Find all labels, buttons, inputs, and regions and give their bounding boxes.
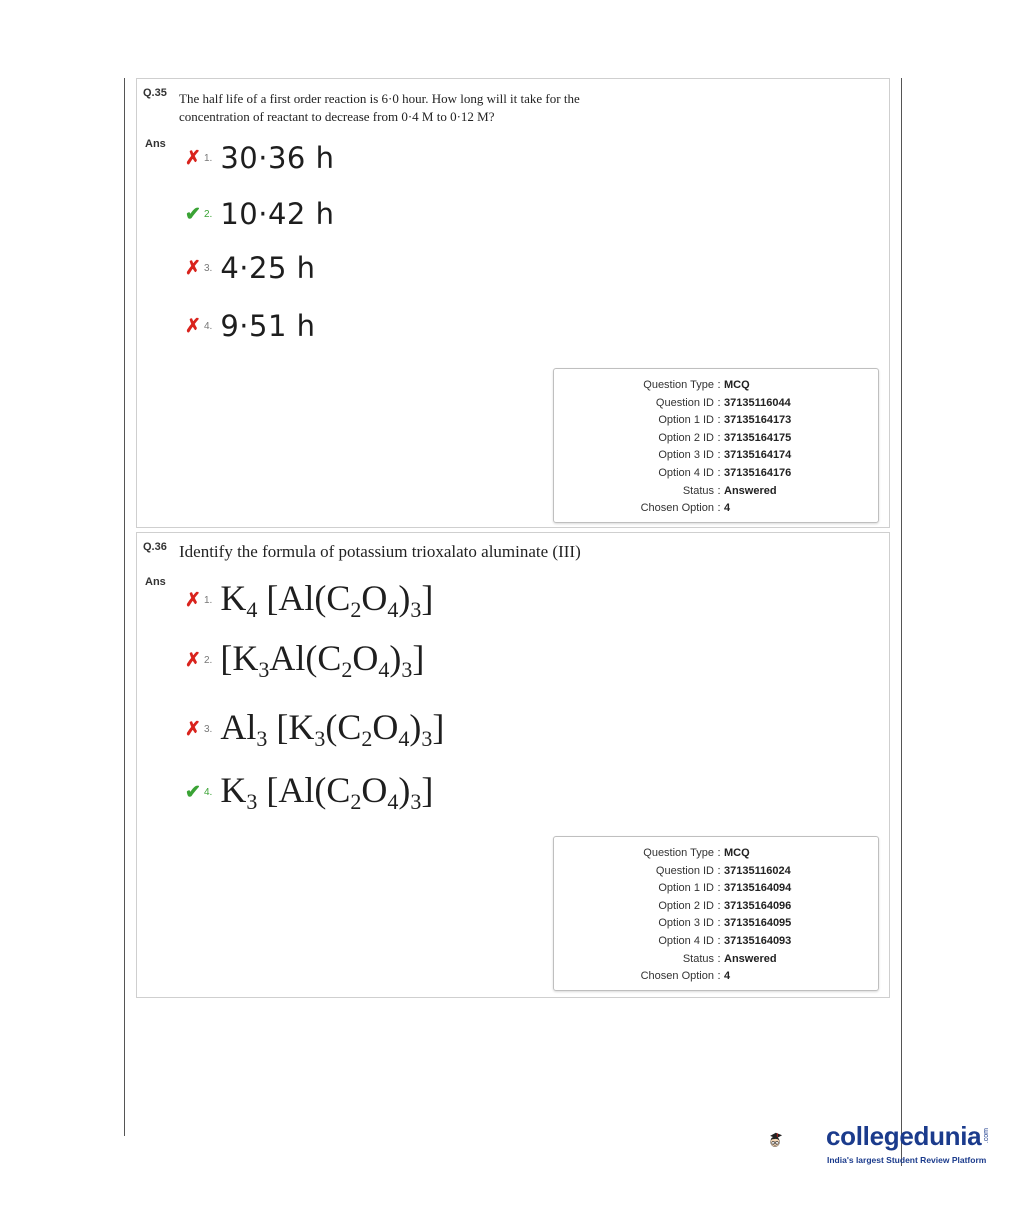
info-row: Option 2 ID : 37135164096 xyxy=(658,899,792,912)
option-2 xyxy=(185,637,424,683)
question-text-line1: Identify the formula of potassium trioxalato aluminate (III) xyxy=(179,542,581,561)
info-row: Option 3 ID : 37135164174 xyxy=(658,449,792,462)
brand-dotcom: .com xyxy=(983,1128,990,1144)
info-row: Question Type : MCQ xyxy=(643,379,750,391)
option-number: 3. xyxy=(204,723,213,735)
cross-icon: ✗ xyxy=(185,315,201,337)
brand-tagline: India's largest Student Review Platform xyxy=(827,1155,987,1165)
cross-icon: ✗ xyxy=(185,718,201,740)
question-text-line1: The half life of a first order reaction is 6·0 hour. How long will it take for the xyxy=(179,91,580,106)
info-row: Option 4 ID : 37135164176 xyxy=(658,466,792,479)
option-formula: $K_4$ $[Al(C_2O_4)_3]$ xyxy=(220,578,434,622)
option-number: 4. xyxy=(204,786,213,798)
ans-label: Ans xyxy=(145,138,166,150)
info-row: Option 1 ID : 37135164094 xyxy=(658,882,792,895)
info-row: Option 4 ID : 37135164093 xyxy=(658,934,792,947)
question-info-panel xyxy=(553,368,879,523)
option-number: 1. xyxy=(204,152,213,164)
option-number: 1. xyxy=(204,594,213,606)
option-number: 4. xyxy=(204,320,213,332)
option-text: 4·25 h xyxy=(220,251,316,285)
option-number: 3. xyxy=(204,262,213,274)
option-number: 2. xyxy=(204,208,213,220)
info-row: Question Type : MCQ xyxy=(643,847,750,859)
check-icon: ✔ xyxy=(185,203,201,225)
option-formula: $K_3$ $[Al(C_2O_4)_3]$ xyxy=(220,770,434,814)
brand-name: collegedunia xyxy=(826,1121,982,1151)
option-text: 9·51 h xyxy=(220,309,316,343)
question-number: Q.36 xyxy=(143,541,167,553)
option-1 xyxy=(185,577,433,623)
option-number: 2. xyxy=(204,654,213,666)
page-border-left xyxy=(124,78,125,1136)
question-info-panel xyxy=(553,836,879,991)
cross-icon: ✗ xyxy=(185,257,201,279)
info-row: Chosen Option : 4 xyxy=(640,502,731,515)
question-36-card xyxy=(136,532,890,998)
option-1 xyxy=(185,141,334,175)
question-text-line2: concentration of reactant to decrease from 0·4 M to 0·12 M? xyxy=(179,109,495,124)
info-row: Chosen Option : 4 xyxy=(640,970,731,983)
option-4 xyxy=(185,309,316,343)
option-4 xyxy=(185,769,433,815)
cross-icon: ✗ xyxy=(185,589,201,611)
info-row: Status : Answered xyxy=(682,952,777,965)
question-35-card xyxy=(136,78,890,528)
cross-icon: ✗ xyxy=(185,147,201,169)
info-row: Option 2 ID : 37135164175 xyxy=(658,431,792,444)
info-row: Question ID : 37135116044 xyxy=(655,396,791,409)
check-icon: ✔ xyxy=(185,781,201,803)
option-2 xyxy=(185,197,334,231)
option-3 xyxy=(185,706,444,752)
info-row: Question ID : 37135116024 xyxy=(655,864,791,877)
option-formula: $[K_3Al(C_2O_4)_3]$ xyxy=(220,638,425,682)
cross-icon: ✗ xyxy=(185,649,201,671)
option-formula: $Al_3$ $[K_3(C_2O_4)_3]$ xyxy=(220,707,445,751)
info-row: Status : Answered xyxy=(682,484,777,497)
option-text: 30·36 h xyxy=(220,141,335,175)
info-row: Option 3 ID : 37135164095 xyxy=(658,917,792,930)
option-3 xyxy=(185,251,316,285)
page-border-right xyxy=(901,78,902,1166)
collegedunia-mascot-icon xyxy=(768,1104,828,1176)
question-number: Q.35 xyxy=(143,87,167,99)
ans-label: Ans xyxy=(145,576,166,588)
info-row: Option 1 ID : 37135164173 xyxy=(658,414,792,427)
option-text: 10·42 h xyxy=(220,197,335,231)
